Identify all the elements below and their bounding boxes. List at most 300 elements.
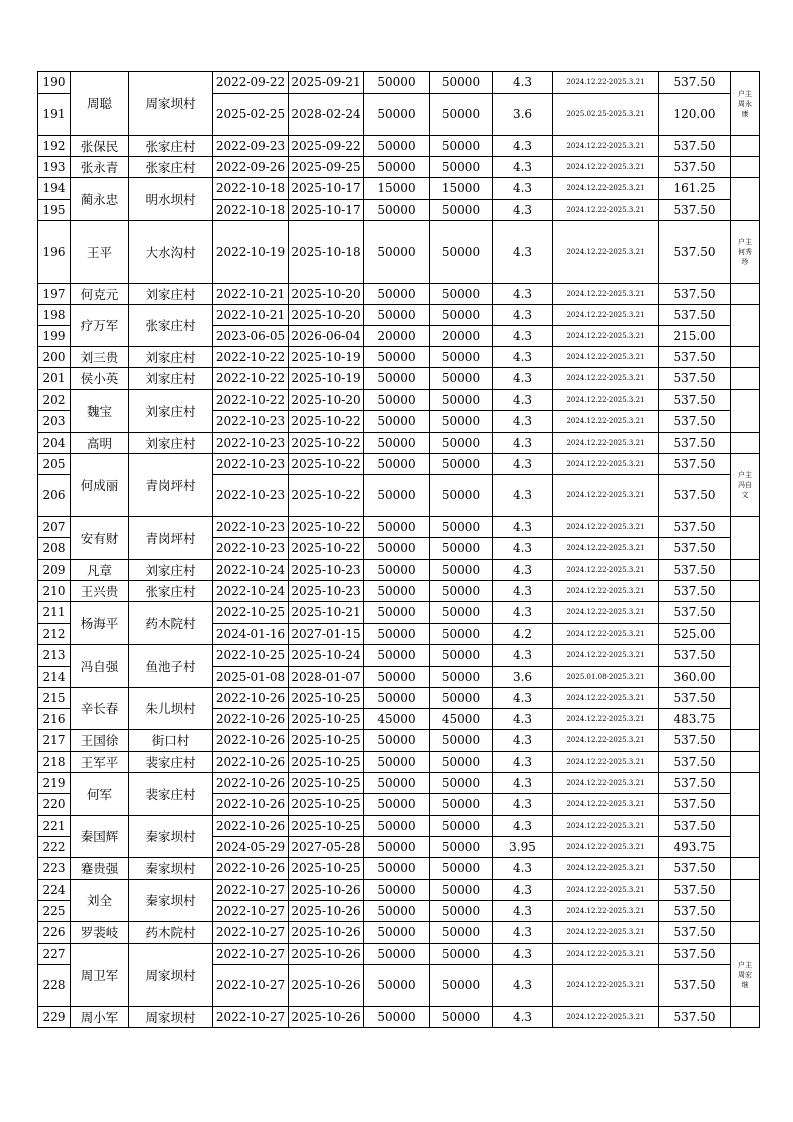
table-row [38,157,760,178]
loan-amount: 50000 [364,645,430,667]
interest-rate: 4.3 [493,901,553,922]
loan-end-date: 2025-10-22 [289,454,364,475]
table-row [38,72,760,94]
interest-period: 2024.12.22-2025.3.21 [553,794,659,816]
interest-period: 2024.12.22-2025.3.21 [553,411,659,433]
note-empty [731,645,760,688]
loan-end-date: 2025-10-26 [289,965,364,1007]
loan-start-date: 2022-10-23 [213,411,289,433]
interest-amount: 537.50 [659,200,731,221]
interest-amount: 537.50 [659,411,731,433]
note-empty [731,858,760,880]
loan-start-date: 2022-10-26 [213,688,289,709]
row-number: 201 [38,368,71,390]
loan-balance: 15000 [430,178,493,200]
interest-period: 2024.12.22-2025.3.21 [553,858,659,880]
loan-balance: 45000 [430,709,493,730]
note-empty [731,602,760,645]
loan-start-date: 2025-02-25 [213,94,289,136]
village-name: 秦家坝村 [129,858,213,880]
loan-start-date: 2022-10-26 [213,709,289,730]
table-row [38,433,760,454]
interest-period: 2024.12.22-2025.3.21 [553,390,659,411]
interest-period: 2024.12.22-2025.3.21 [553,880,659,901]
row-number: 222 [38,837,71,858]
table-row [38,944,760,965]
loan-start-date: 2022-09-22 [213,72,289,94]
loan-balance: 50000 [430,837,493,858]
borrower-name: 秦国辉 [71,816,129,858]
loan-balance: 50000 [430,858,493,880]
interest-period: 2024.12.22-2025.3.21 [553,922,659,944]
borrower-name: 辛长春 [71,688,129,730]
loan-amount: 50000 [364,794,430,816]
loan-end-date: 2025-10-24 [289,645,364,667]
interest-rate: 4.3 [493,305,553,326]
loan-end-date: 2025-10-25 [289,709,364,730]
row-number: 202 [38,390,71,411]
loan-start-date: 2022-10-18 [213,178,289,200]
loan-end-date: 2025-10-20 [289,305,364,326]
interest-period: 2024.12.22-2025.3.21 [553,538,659,560]
loan-balance: 50000 [430,475,493,517]
borrower-name: 杨海平 [71,602,129,645]
loan-balance: 50000 [430,411,493,433]
interest-rate: 4.3 [493,709,553,730]
table-row [38,178,760,200]
loan-amount: 50000 [364,411,430,433]
village-name: 刘家庄村 [129,433,213,454]
interest-period: 2024.12.22-2025.3.21 [553,752,659,773]
loan-end-date: 2025-09-25 [289,157,364,178]
loan-balance: 50000 [430,560,493,581]
borrower-name: 何克元 [71,284,129,305]
interest-amount: 537.50 [659,560,731,581]
loan-end-date: 2025-10-20 [289,284,364,305]
loan-amount: 50000 [364,284,430,305]
loan-balance: 50000 [430,816,493,837]
loan-amount: 50000 [364,773,430,794]
householder-note-line: 户主 [738,961,752,969]
interest-period: 2024.12.22-2025.3.21 [553,1007,659,1028]
table-row [38,858,760,880]
loan-balance: 50000 [430,433,493,454]
loan-balance: 50000 [430,730,493,752]
interest-period: 2024.12.22-2025.3.21 [553,688,659,709]
interest-amount: 537.50 [659,517,731,538]
interest-amount: 537.50 [659,368,731,390]
interest-rate: 4.3 [493,475,553,517]
interest-amount: 537.50 [659,602,731,624]
interest-period: 2024.12.22-2025.3.21 [553,72,659,94]
interest-rate: 4.3 [493,454,553,475]
table-row [38,517,760,538]
interest-period: 2025.01.08-2025.3.21 [553,667,659,688]
interest-rate: 4.3 [493,178,553,200]
village-name: 鱼池子村 [129,645,213,688]
loan-start-date: 2022-10-23 [213,433,289,454]
village-name: 药木院村 [129,922,213,944]
row-number: 227 [38,944,71,965]
table-row [38,816,760,837]
interest-amount: 537.50 [659,221,731,284]
householder-note [731,454,760,517]
loan-start-date: 2022-10-27 [213,944,289,965]
borrower-name: 安有财 [71,517,129,560]
householder-note-line: 文 [741,491,749,499]
borrower-name: 周卫军 [71,944,129,1007]
borrower-name: 王军平 [71,752,129,773]
loan-start-date: 2022-10-26 [213,752,289,773]
loan-end-date: 2025-10-19 [289,347,364,368]
borrower-name: 凡章 [71,560,129,581]
loan-amount: 15000 [364,178,430,200]
loan-end-date: 2025-10-22 [289,517,364,538]
loan-amount: 50000 [364,624,430,645]
row-number: 223 [38,858,71,880]
loan-amount: 50000 [364,475,430,517]
householder-note-line: 户主 [738,89,752,98]
village-name: 刘家庄村 [129,560,213,581]
note-empty [731,136,760,157]
row-number: 195 [38,200,71,221]
loan-balance: 50000 [430,538,493,560]
row-number: 219 [38,773,71,794]
village-name: 裴家庄村 [129,773,213,816]
loan-balance: 50000 [430,773,493,794]
borrower-name: 王平 [71,221,129,284]
row-number: 221 [38,816,71,837]
interest-rate: 4.3 [493,794,553,816]
loan-end-date: 2025-10-23 [289,560,364,581]
row-number: 210 [38,581,71,602]
interest-period: 2024.12.22-2025.3.21 [553,517,659,538]
borrower-name: 魏宝 [71,390,129,433]
interest-rate: 4.3 [493,390,553,411]
interest-period: 2024.12.22-2025.3.21 [553,773,659,794]
loan-balance: 50000 [430,944,493,965]
interest-rate: 4.3 [493,581,553,602]
village-name: 街口村 [129,730,213,752]
loan-start-date: 2022-10-18 [213,200,289,221]
interest-period: 2024.12.22-2025.3.21 [553,305,659,326]
loan-start-date: 2022-09-26 [213,157,289,178]
interest-rate: 4.3 [493,221,553,284]
table-row [38,645,760,667]
row-number: 200 [38,347,71,368]
note-empty [731,347,760,368]
borrower-name: 周小军 [71,1007,129,1028]
village-name: 秦家坝村 [129,816,213,858]
loan-balance: 50000 [430,221,493,284]
row-number: 229 [38,1007,71,1028]
interest-rate: 4.3 [493,517,553,538]
loan-balance: 50000 [430,305,493,326]
loan-end-date: 2025-10-26 [289,901,364,922]
row-number: 197 [38,284,71,305]
row-number: 214 [38,667,71,688]
householder-note [731,221,760,284]
interest-amount: 537.50 [659,730,731,752]
interest-rate: 4.3 [493,922,553,944]
loan-balance: 50000 [430,581,493,602]
householder-note-line: 冯自 [738,481,752,489]
note-empty [731,688,760,730]
interest-rate: 4.3 [493,347,553,368]
village-name: 刘家庄村 [129,347,213,368]
note-empty [731,284,760,305]
interest-amount: 537.50 [659,454,731,475]
borrower-name: 蹇贵强 [71,858,129,880]
interest-rate: 4.3 [493,752,553,773]
loan-amount: 50000 [364,730,430,752]
loan-end-date: 2026-06-04 [289,326,364,347]
householder-note-line: 珍 [741,258,749,266]
loan-balance: 50000 [430,94,493,136]
interest-amount: 537.50 [659,773,731,794]
note-empty [731,305,760,347]
village-name: 张家庄村 [129,305,213,347]
row-number: 194 [38,178,71,200]
borrower-name: 张永青 [71,157,129,178]
loan-end-date: 2025-10-17 [289,178,364,200]
interest-rate: 4.3 [493,411,553,433]
village-name: 青岗坪村 [129,517,213,560]
loan-balance: 50000 [430,136,493,157]
row-number: 190 [38,72,71,94]
loan-balance: 50000 [430,880,493,901]
borrower-name: 王兴贵 [71,581,129,602]
interest-amount: 537.50 [659,794,731,816]
interest-rate: 4.3 [493,773,553,794]
loan-start-date: 2022-10-26 [213,730,289,752]
row-number: 216 [38,709,71,730]
loan-start-date: 2022-10-21 [213,305,289,326]
row-number: 211 [38,602,71,624]
interest-period: 2024.12.22-2025.3.21 [553,284,659,305]
loan-start-date: 2022-10-26 [213,773,289,794]
note-empty [731,880,760,922]
row-number: 206 [38,475,71,517]
loan-start-date: 2022-10-23 [213,517,289,538]
loan-balance: 20000 [430,326,493,347]
row-number: 192 [38,136,71,157]
interest-amount: 537.50 [659,305,731,326]
interest-amount: 537.50 [659,858,731,880]
table-row [38,454,760,475]
loan-balance: 50000 [430,284,493,305]
loan-balance: 50000 [430,347,493,368]
loan-interest-table [37,71,760,1028]
loan-end-date: 2025-10-22 [289,433,364,454]
interest-rate: 4.3 [493,688,553,709]
loan-end-date: 2025-10-22 [289,475,364,517]
loan-end-date: 2025-10-26 [289,880,364,901]
village-name: 周家坝村 [129,944,213,1007]
borrower-name: 罗裴岐 [71,922,129,944]
loan-start-date: 2022-10-23 [213,475,289,517]
interest-period: 2024.12.22-2025.3.21 [553,326,659,347]
loan-end-date: 2025-10-19 [289,368,364,390]
loan-end-date: 2027-01-15 [289,624,364,645]
loan-amount: 50000 [364,157,430,178]
loan-amount: 50000 [364,901,430,922]
village-name: 秦家坝村 [129,880,213,922]
loan-start-date: 2022-10-22 [213,368,289,390]
loan-start-date: 2022-10-26 [213,816,289,837]
loan-end-date: 2025-10-25 [289,794,364,816]
loan-balance: 50000 [430,922,493,944]
table-row [38,284,760,305]
householder-note [731,72,760,136]
interest-amount: 537.50 [659,157,731,178]
loan-start-date: 2022-10-25 [213,645,289,667]
loan-end-date: 2025-10-17 [289,200,364,221]
interest-rate: 4.2 [493,624,553,645]
interest-period: 2025.02.25-2025.3.21 [553,94,659,136]
householder-note-line: 何秀 [738,248,752,256]
loan-end-date: 2028-01-07 [289,667,364,688]
loan-amount: 50000 [364,72,430,94]
loan-balance: 50000 [430,667,493,688]
village-name: 药木院村 [129,602,213,645]
loan-balance: 50000 [430,1007,493,1028]
interest-rate: 3.6 [493,94,553,136]
interest-amount: 537.50 [659,816,731,837]
note-empty [731,773,760,816]
loan-balance: 50000 [430,157,493,178]
row-number: 218 [38,752,71,773]
note-empty [731,752,760,773]
village-name: 朱儿坝村 [129,688,213,730]
interest-rate: 4.3 [493,645,553,667]
borrower-name: 疗万军 [71,305,129,347]
loan-start-date: 2022-10-27 [213,901,289,922]
interest-period: 2024.12.22-2025.3.21 [553,837,659,858]
table-row [38,1007,760,1028]
loan-end-date: 2025-10-20 [289,390,364,411]
interest-rate: 4.3 [493,1007,553,1028]
interest-rate: 3.95 [493,837,553,858]
interest-period: 2024.12.22-2025.3.21 [553,221,659,284]
loan-end-date: 2025-10-26 [289,922,364,944]
note-empty [731,922,760,944]
row-number: 196 [38,221,71,284]
loan-amount: 50000 [364,221,430,284]
householder-note-line: 继 [741,981,749,989]
table-body [38,72,760,1028]
village-name: 张家庄村 [129,136,213,157]
loan-balance: 50000 [430,794,493,816]
loan-start-date: 2022-10-27 [213,965,289,1007]
interest-period: 2024.12.22-2025.3.21 [553,816,659,837]
table-row [38,773,760,794]
note-empty [731,560,760,581]
row-number: 220 [38,794,71,816]
interest-amount: 537.50 [659,901,731,922]
table-row [38,347,760,368]
village-name: 明水坝村 [129,178,213,221]
borrower-name: 冯自强 [71,645,129,688]
interest-period: 2024.12.22-2025.3.21 [553,475,659,517]
table-row [38,730,760,752]
village-name: 刘家庄村 [129,368,213,390]
loan-amount: 50000 [364,922,430,944]
interest-rate: 4.3 [493,858,553,880]
note-empty [731,433,760,454]
borrower-name: 侯小英 [71,368,129,390]
interest-rate: 4.3 [493,880,553,901]
loan-amount: 50000 [364,560,430,581]
householder-note-line: 户主 [738,471,752,479]
village-name: 张家庄村 [129,157,213,178]
loan-start-date: 2025-01-08 [213,667,289,688]
loan-end-date: 2025-10-22 [289,538,364,560]
loan-start-date: 2022-10-23 [213,538,289,560]
interest-period: 2024.12.22-2025.3.21 [553,602,659,624]
loan-amount: 50000 [364,136,430,157]
interest-rate: 4.3 [493,730,553,752]
loan-end-date: 2025-10-25 [289,688,364,709]
loan-amount: 45000 [364,709,430,730]
row-number: 215 [38,688,71,709]
loan-amount: 50000 [364,347,430,368]
loan-balance: 50000 [430,454,493,475]
loan-amount: 50000 [364,94,430,136]
borrower-name: 刘全 [71,880,129,922]
loan-start-date: 2022-10-27 [213,1007,289,1028]
loan-balance: 50000 [430,602,493,624]
note-empty [731,178,760,221]
loan-amount: 50000 [364,837,430,858]
loan-balance: 50000 [430,688,493,709]
village-name: 刘家庄村 [129,284,213,305]
row-number: 198 [38,305,71,326]
table-row [38,880,760,901]
interest-amount: 537.50 [659,538,731,560]
loan-end-date: 2025-10-25 [289,858,364,880]
loan-start-date: 2022-10-24 [213,560,289,581]
note-empty [731,157,760,178]
interest-amount: 537.50 [659,347,731,368]
row-number: 228 [38,965,71,1007]
borrower-name: 张保民 [71,136,129,157]
loan-amount: 50000 [364,433,430,454]
loan-amount: 50000 [364,454,430,475]
loan-end-date: 2025-09-22 [289,136,364,157]
borrower-name: 高明 [71,433,129,454]
row-number: 203 [38,411,71,433]
loan-amount: 50000 [364,390,430,411]
interest-amount: 537.50 [659,965,731,1007]
loan-end-date: 2025-10-25 [289,730,364,752]
table-row [38,602,760,624]
interest-rate: 4.3 [493,560,553,581]
village-name: 大水沟村 [129,221,213,284]
interest-amount: 537.50 [659,880,731,901]
note-empty [731,517,760,560]
interest-rate: 3.6 [493,667,553,688]
loan-amount: 50000 [364,965,430,1007]
interest-amount: 537.50 [659,581,731,602]
row-number: 209 [38,560,71,581]
loan-start-date: 2022-10-22 [213,347,289,368]
interest-rate: 4.3 [493,157,553,178]
interest-amount: 537.50 [659,944,731,965]
loan-start-date: 2022-10-25 [213,602,289,624]
interest-amount: 537.50 [659,390,731,411]
interest-rate: 4.3 [493,136,553,157]
